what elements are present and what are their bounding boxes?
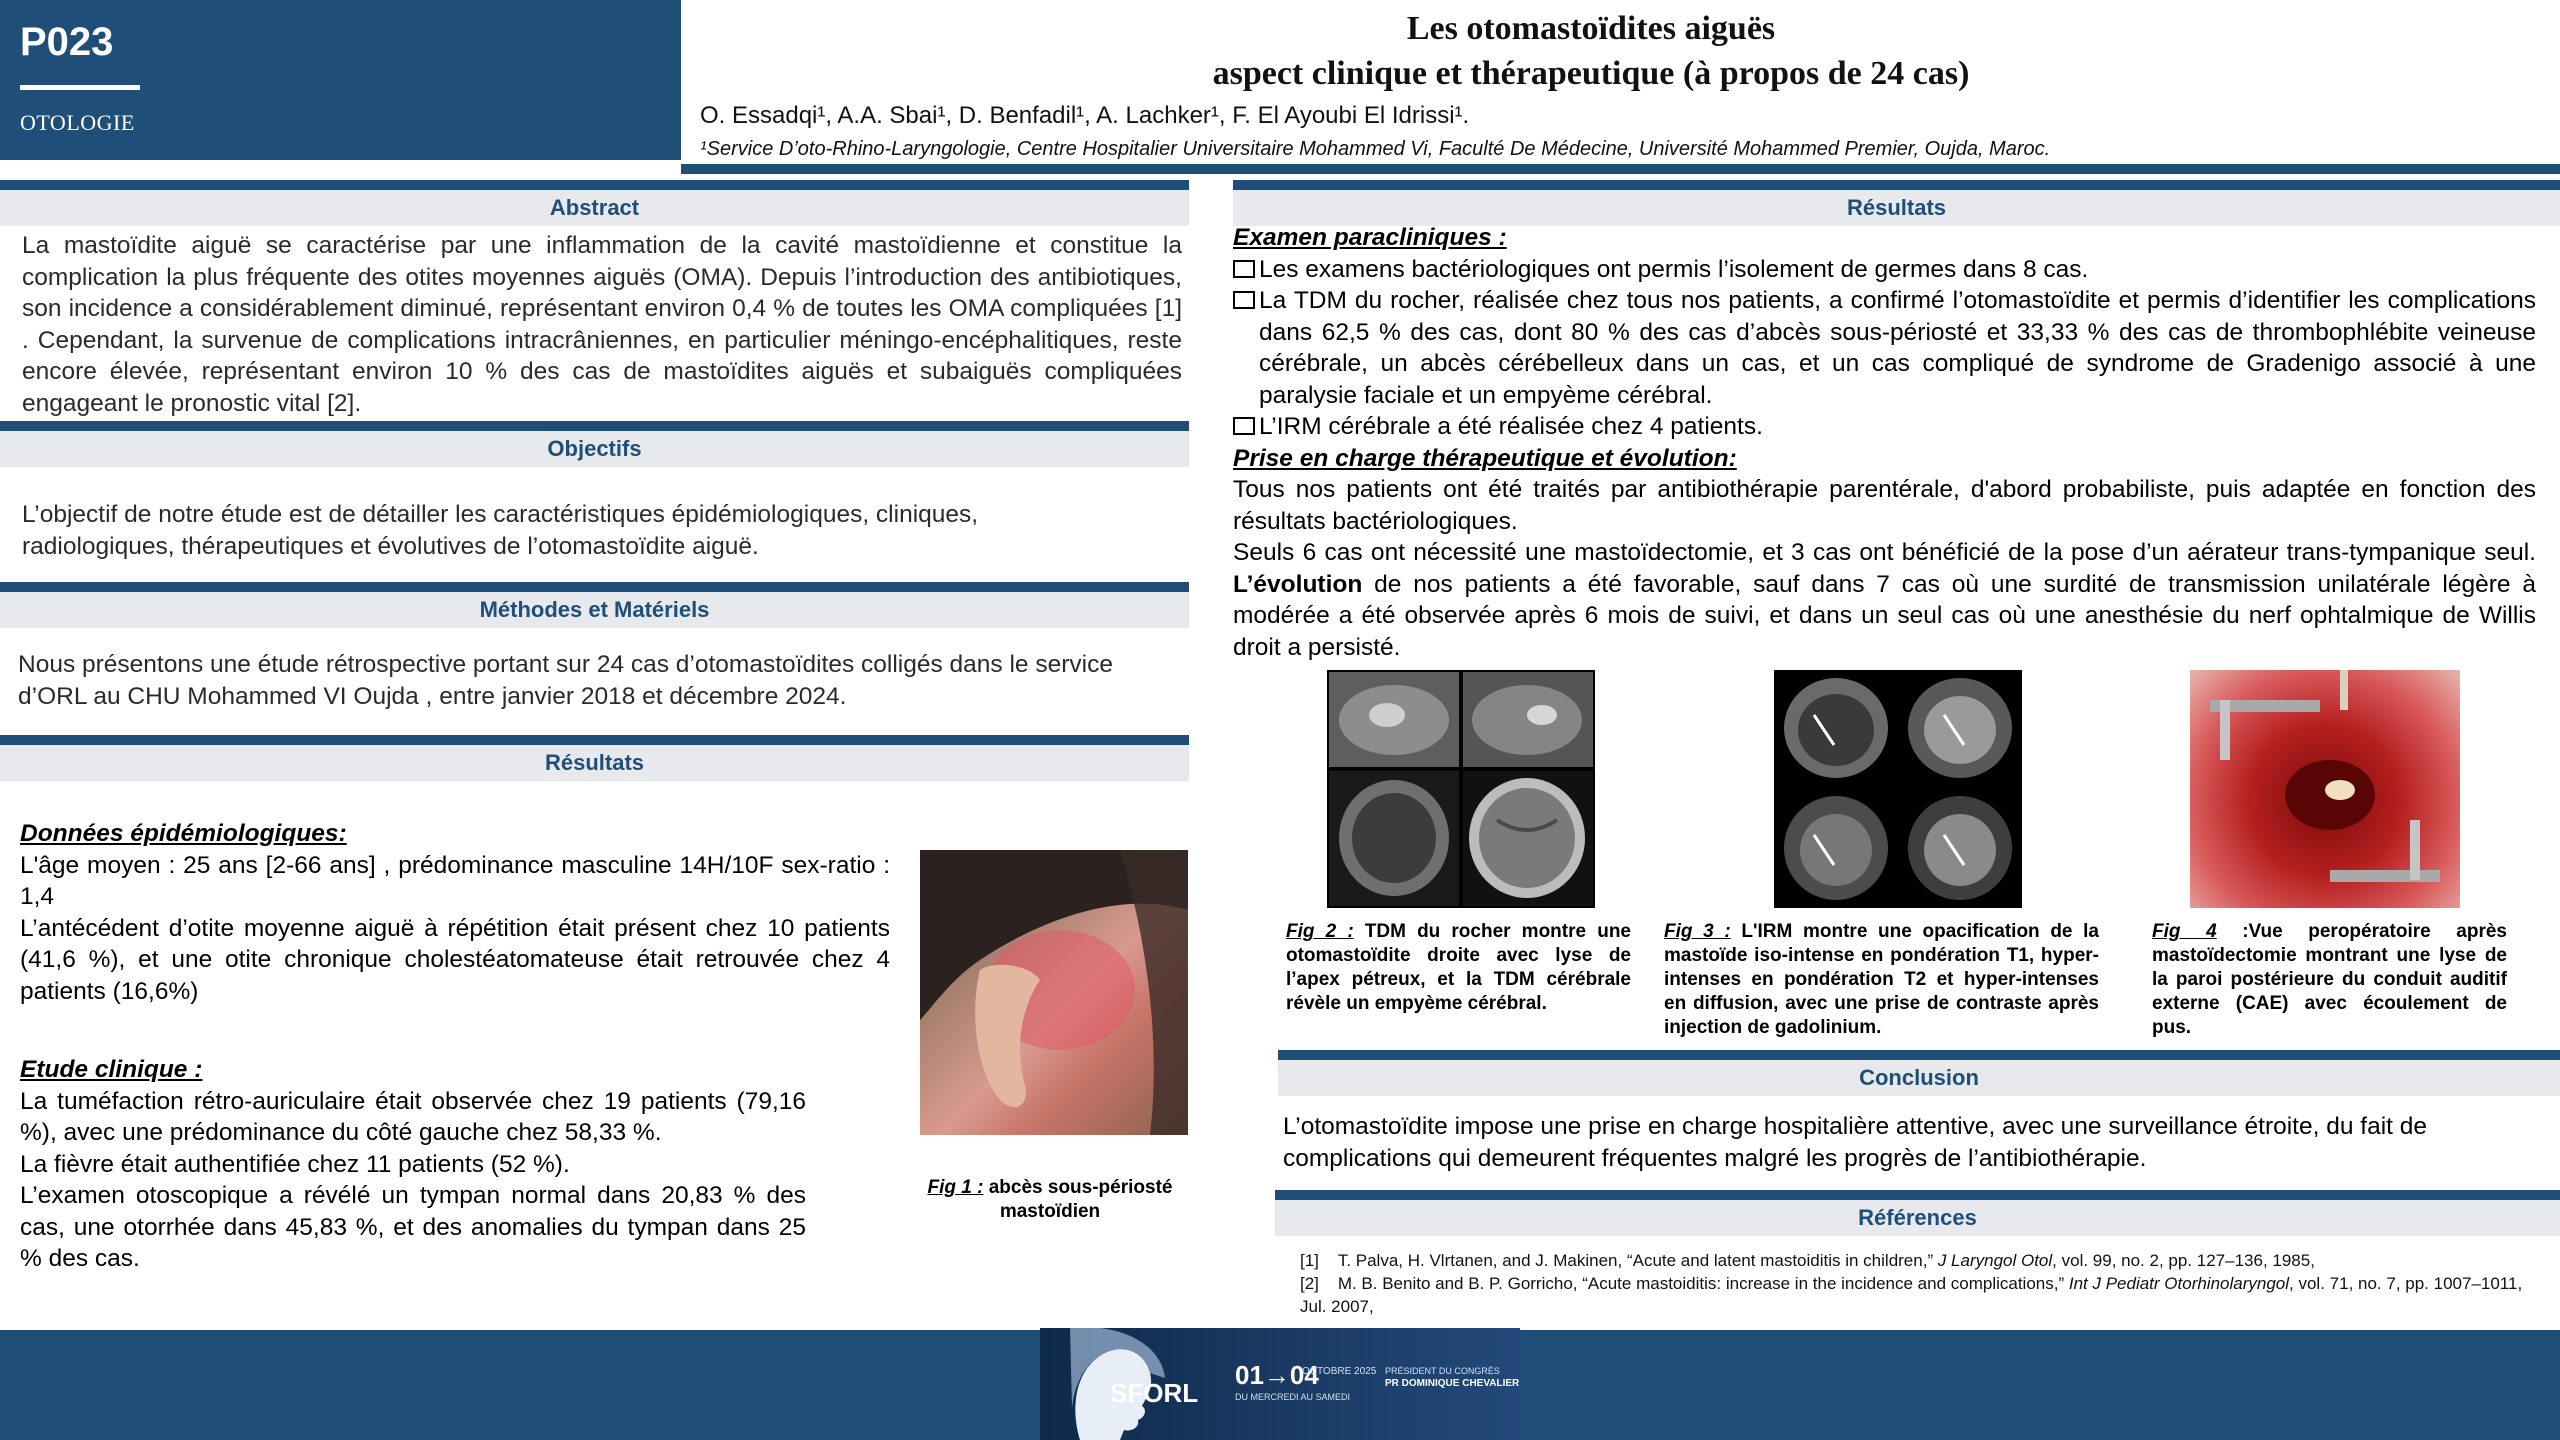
title-line-2: aspect clinique et thérapeutique (à propos de 24 cas) [1212, 55, 1970, 92]
congress-month: OCTOBRE 2025 [1302, 1366, 1377, 1377]
fig1-text: abcès sous-périosté mastoïdien [988, 1177, 1173, 1222]
reference-1: [1] T. Palva, H. Vlrtanen, and J. Makinen, “Acute and latent mastoiditis in children,” J Laryngol Otol, vol. 99, no. 2, pp. 127–136, 1985, [1300, 1251, 2315, 1270]
abstract-text: La mastoïdite aiguë se caractérise par une inflammation de la cavité mastoïdienne et constitue la complication la plus fréquente des otites moyennes aiguës (OMA). Depuis l’introduction des antibiotiques, son incidence a considérablement diminué, représentant environ 0,4 % de toutes les OMA compliquées [1] . Cependant, la survenue de complications intracrâniennes, en particulier méningo-encéphalitiques, reste encore élevée, représentant environ 10 % des cas de mastoïdites aiguës et subaiguës compliquées engageant le pronostic vital [2]. [22, 232, 1182, 417]
fig2-label: Fig 2 : [1286, 921, 1354, 942]
congress-days: DU MERCREDI AU SAMEDI [1235, 1392, 1351, 1402]
fig3-caption [1664, 920, 2099, 1040]
prise-title: Prise en charge thérapeutique et évolution: [1233, 444, 1737, 472]
checkbox-icon [1233, 417, 1255, 435]
affiliation: ¹Service D’oto-Rhino-Laryngologie, Centre Hospitalier Universitaire Mohammed Vi, Faculté De Médecine, Université Mohammed Premier, Oujda, Maroc. [700, 138, 2051, 160]
authors: O. Essadqi¹, A.A. Sbai¹, D. Benfadil¹, A. Lachker¹, F. El Ayoubi El Idrissi¹. [700, 102, 1470, 129]
clinical-block [20, 1054, 806, 1275]
fig2-ct-panels [1327, 670, 1595, 908]
president-line-2: PR DOMINIQUE CHEVALIER [1385, 1378, 1520, 1389]
clinical-p2: La fièvre était authentifiée chez 11 patients (52 %). [20, 1150, 570, 1178]
epidemiology-block [20, 818, 890, 1007]
fig3-text: L'IRM montre une opacification de la mastoïde iso-intense en pondération T1, hyper-intenses en pondération T2 et hyper-intenses en diffusion, avec une prise de contraste après injection de gadolinium. [1664, 921, 2100, 1038]
fig3-mri-image [1774, 670, 2022, 908]
prise-p1: Tous nos patients ont été traités par antibiothérapie parentérale, d'abord probabiliste, puis adaptée en fonction des résultats bactériologiques. [1233, 476, 2536, 535]
congress-dates: 01→04 [1235, 1360, 1319, 1390]
paraclinical-block [1233, 222, 2536, 663]
methodes-text: Nous présentons une étude rétrospective portant sur 24 cas d’otomastoïdites colligés dans le service d’ORL au CHU Mohammed VI Oujda , entre janvier 2018 et décembre 2024. [18, 651, 1113, 710]
fig2-ct-image [1327, 670, 1595, 908]
bullet-3: L’IRM cérébrale a été réalisée chez 4 patients. [1233, 411, 2536, 443]
fig4-label: Fig 4 [2152, 921, 2217, 942]
resultats-heading-right: Résultats [1233, 180, 2560, 226]
fig4-surgery-illustration [2190, 670, 2460, 908]
epidemiology-p1: L'âge moyen : 25 ans [2-66 ans] , prédominance masculine 14H/10F sex-ratio : 1,4 [20, 851, 890, 910]
paraclinical-title: Examen paracliniques : [1233, 224, 1507, 251]
fig2-text: TDM du rocher montre une otomastoïdite droite avec lyse de l’apex pétreux, et la TDM cérébrale révèle un empyème cérébral. [1286, 921, 1631, 1014]
conclusion-text: L’otomastoïdite impose une prise en charge hospitalière attentive, avec une surveillance étroite, du fait de complications qui demeurent fréquentes malgré les progrès de l’antibiothérapie. [1283, 1113, 2428, 1172]
resultats-heading-left: Résultats [0, 735, 1189, 781]
poster-id: P023 [20, 20, 114, 64]
clinical-title: Etude clinique : [20, 1056, 203, 1083]
objectifs-text: L’objectif de notre étude est de détailler les caractéristiques épidémiologiques, cliniques, radiologiques, thérapeutiques et évolutives de l’otomastoïdite aiguë. [22, 501, 979, 560]
fig4-surgery-image [2190, 670, 2460, 908]
fig3-label: Fig 3 : [1664, 921, 1731, 942]
bullet-2: La TDM du rocher, réalisée chez tous nos patients, a confirmé l’otomastoïdite et permis d’identifier les complications dans 62,5 % des cas, dont 80 % des cas d’abcès sous-périosté et 33,33 % des cas de thrombophlébite veineuse cérébrale, un abcès cérébelleux dans un cas, et un cas compliqué de syndrome de Gradenigo associé à une paralysie faciale et un empyème cérébral. [1233, 285, 2536, 411]
title-line-1: Les otomastoïdites aiguës [1406, 10, 1776, 47]
fig1-ear-illustration [920, 850, 1188, 1135]
methodes-heading: Méthodes et Matériels [0, 582, 1189, 628]
header-rule [681, 164, 2560, 174]
congress-banner [1040, 1328, 1520, 1440]
fig3-mri-panels [1774, 670, 2022, 908]
fig1-caption [890, 1176, 1210, 1224]
abstract-heading: Abstract [0, 180, 1189, 226]
clinical-p1: La tuméfaction rétro-auriculaire était observée chez 19 patients (79,16 %), avec une prédominance du côté gauche chez 58,33 %. [20, 1087, 806, 1146]
category-label: OTOLOGIE [20, 110, 135, 135]
reference-2: [2] M. B. Benito and B. P. Gorricho, “Acute mastoiditis: increase in the incidence and complications,” Int J Pediatr Otorhinolaryngol, vol. 71, no. 7, pp. 1007–1011, Jul. 2007, [1300, 1274, 2523, 1316]
references-heading: Références [1275, 1190, 2560, 1236]
epidemiology-title: Données épidémiologiques: [20, 820, 347, 847]
fig4-text: :Vue peropératoire après mastoïdectomie montrant une lyse de la paroi postérieure du conduit auditif externe (CAE) avec écoulement de pus. [2152, 921, 2508, 1038]
fig4-caption [2152, 920, 2507, 1040]
fig1-label: Fig 1 : [927, 1177, 984, 1198]
bullet-1: Les examens bactériologiques ont permis l’isolement de germes dans 8 cas. [1233, 254, 2536, 286]
id-underline [20, 85, 140, 90]
checkbox-icon [1233, 260, 1255, 278]
fig1-photo [920, 850, 1188, 1135]
checkbox-icon [1233, 291, 1255, 309]
president-line-1: PRÉSIDENT DU CONGRÈS [1385, 1366, 1500, 1376]
fig2-caption [1286, 920, 1631, 1016]
prise-p2: Seuls 6 cas ont nécessité une mastoïdectomie, et 3 cas ont bénéficié de la pose d’un aérateur trans-tympanique seul. L’évolution de nos patients a été favorable, sauf dans 7 cas où une surdité de transmission unilatérale légère à modérée a été observée après 6 mois de suivi, et dans un seul cas où une anesthésie du nerf ophtalmique de Willis droit a persisté. [1233, 539, 2536, 661]
epidemiology-p2: L’antécédent d’otite moyenne aiguë à répétition était présent chez 10 patients (41,6 %), et une otite chronique cholestéatomateuse était retrouvée chez 4 patients (16,6%) [20, 914, 890, 1005]
clinical-p3: L’examen otoscopique a révélé un tympan normal dans 20,83 % des cas, une otorrhée dans 45,83 %, et des anomalies du tympan dans 25 % des cas. [20, 1182, 806, 1272]
sforl-logo-text: SFORL [1110, 1378, 1199, 1408]
conclusion-heading: Conclusion [1278, 1050, 2560, 1096]
objectifs-heading: Objectifs [0, 421, 1189, 467]
